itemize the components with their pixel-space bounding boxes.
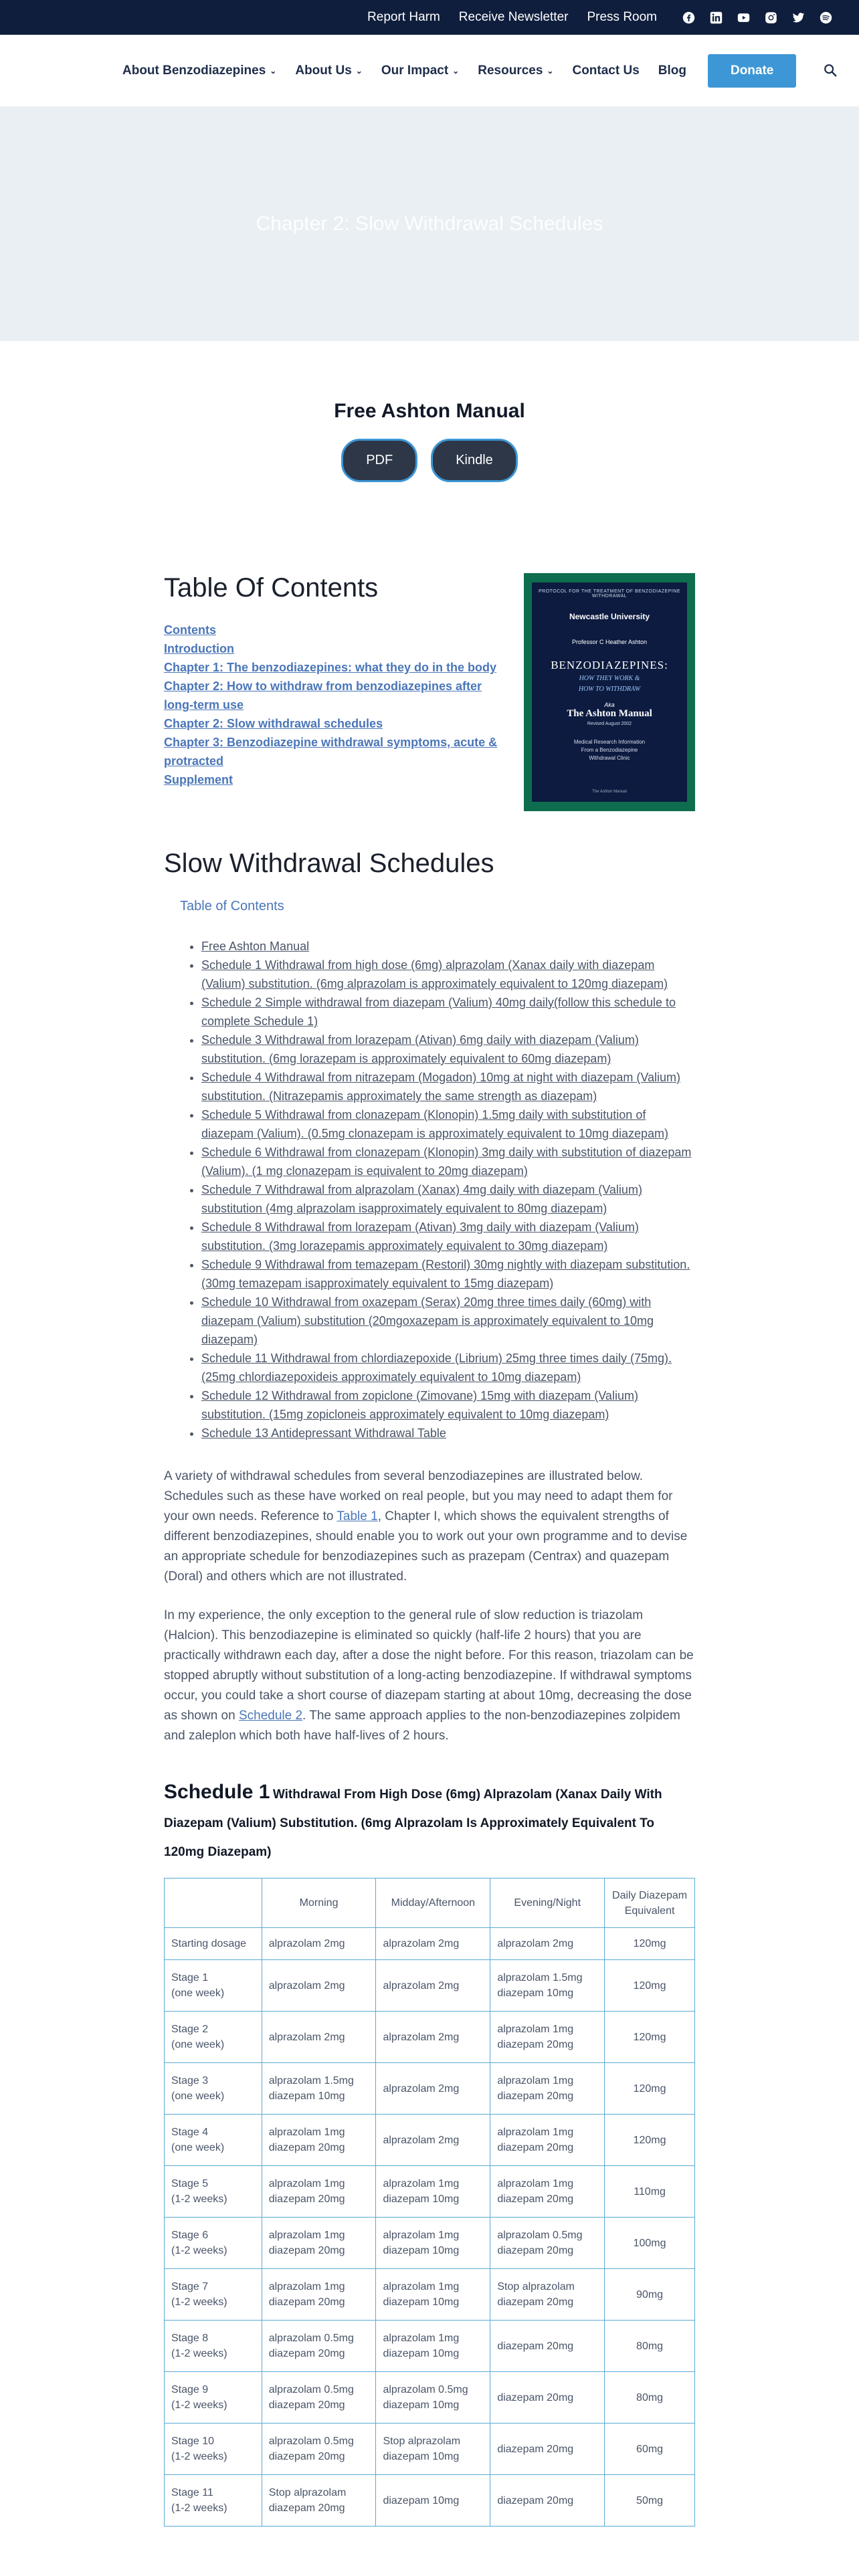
- cell-text: Stage 4: [171, 2127, 209, 2138]
- cell-text: Stage 6: [171, 2230, 209, 2241]
- equivalent-cell: [605, 2166, 695, 2218]
- stage-cell: [165, 1928, 262, 1960]
- top-bar: [0, 0, 859, 35]
- midday-cell: [376, 2063, 490, 2115]
- cell-text: Stop alprazolam diazepam 20mg: [268, 2487, 347, 2514]
- table-row: [165, 2063, 695, 2115]
- cover-top-text: PROTOCOL FOR THE TREATMENT OF BENZODIAZEPINE WITHDRAWAL: [538, 589, 681, 599]
- equivalent-cell: [605, 2424, 695, 2475]
- cell-text: alprazolam 1mg diazepam 20mg: [497, 2024, 574, 2050]
- schedule-description: Withdrawal From High Dose (6mg) Alprazolam (Xanax Daily With Diazepam (Valium) Substitution. (6mg Alprazolam Is Approximately Equivalent To 120mg Diazepam): [164, 1788, 662, 1859]
- cell-text: 120mg: [633, 1979, 666, 1992]
- cell-text: alprazolam 0.5mg diazepam 20mg: [268, 2333, 354, 2359]
- evening-cell: [490, 2218, 605, 2269]
- stage-period: (1-2 weeks): [171, 2451, 227, 2462]
- list-item: [201, 1105, 695, 1143]
- nav-item-label: About Benzodiazepines: [122, 63, 266, 78]
- nav-item-resources[interactable]: [478, 64, 553, 78]
- morning-cell: [262, 2012, 376, 2063]
- cell-text: alprazolam 0.5mg diazepam 20mg: [497, 2230, 583, 2256]
- stage-period: (1-2 weeks): [171, 2399, 227, 2411]
- paragraph-text: , Chapter I, which shows the equivalent strengths of different benzodiazepines, should enable you to work out your own programme and to devise an appropriate schedule for benzodiazepines such as prazepam (Centrax) and quazepam (Doral) and others which are not illustrated.: [164, 1509, 688, 1584]
- nav-item-contact-us[interactable]: [572, 64, 639, 78]
- cell-text: Stage 7: [171, 2281, 209, 2292]
- list-item: [201, 956, 695, 993]
- cell-text: 120mg: [633, 1938, 666, 1949]
- schedule-toc-link[interactable]: Schedule 13 Antidepressant Withdrawal Table: [201, 1426, 446, 1440]
- cell-text: alprazolam 1mg diazepam 10mg: [383, 2230, 460, 2256]
- free-manual-section: [0, 341, 859, 482]
- column-header: [165, 1879, 262, 1928]
- cover-subtitle-1: HOW THEY WORK &: [579, 675, 640, 682]
- paragraph-text: . The same approach applies to the non-benzodiazepines zolpidem and zaleplon which both have half-lives of 2 hours.: [164, 1709, 680, 1743]
- stage-cell: [165, 2424, 262, 2475]
- schedule-toc-link[interactable]: Schedule 12 Withdrawal from zopiclone (Zimovane) 15mg with diazepam (Valium) substitution. (15mg zopicloneis approximately equivalent to 10mg diazepam): [201, 1389, 638, 1421]
- schedule-number: Schedule 1: [164, 1781, 270, 1803]
- schedule-toc-list: [180, 937, 695, 1442]
- chevron-down-icon: ⌄: [270, 66, 277, 76]
- search-icon[interactable]: [823, 63, 838, 78]
- cell-text: Stop alprazolam diazepam 10mg: [383, 2436, 461, 2462]
- toc-link[interactable]: Chapter 2: Slow withdrawal schedules: [164, 717, 383, 730]
- kindle-button[interactable]: Kindle: [431, 439, 518, 482]
- toc-link[interactable]: Supplement: [164, 773, 233, 786]
- stage-period: (1-2 weeks): [171, 2348, 227, 2359]
- evening-cell: [490, 2321, 605, 2372]
- cell-text: alprazolam 2mg: [383, 1979, 460, 1992]
- cover-research-text: [574, 738, 645, 762]
- cover-revised: Revised August 2002: [587, 722, 632, 726]
- cell-text: 120mg: [633, 2082, 666, 2095]
- chevron-down-icon: ⌄: [547, 66, 554, 76]
- nav-item-label: Contact Us: [572, 63, 640, 78]
- list-item: [201, 1255, 695, 1293]
- cell-text: 100mg: [633, 2237, 666, 2249]
- cell-text: alprazolam 1.5mg diazepam 10mg: [268, 2075, 354, 2102]
- cover-manual-name: The Ashton Manual: [567, 708, 652, 719]
- list-item: [201, 1218, 695, 1255]
- schedule-toc-title: Table of Contents: [180, 899, 284, 914]
- nav-links: [122, 54, 796, 88]
- intro-paragraph: [164, 1467, 695, 1587]
- schedule-1-table: [164, 1878, 695, 2527]
- cell-text: 60mg: [636, 2443, 664, 2455]
- column-header: Daily Diazepam Equivalent: [605, 1879, 695, 1928]
- evening-cell: [490, 2372, 605, 2424]
- content-column: [164, 573, 695, 2527]
- equivalent-cell: [605, 2115, 695, 2166]
- stage-period: (1-2 weeks): [171, 2296, 227, 2308]
- cell-text: alprazolam 1mg diazepam 10mg: [383, 2333, 460, 2359]
- table-1-link[interactable]: Table 1: [337, 1509, 378, 1523]
- stage-cell: [165, 2372, 262, 2424]
- cell-text: alprazolam 1mg diazepam 20mg: [497, 2075, 574, 2102]
- cell-text: 120mg: [633, 2031, 666, 2043]
- cell-text: alprazolam 2mg: [383, 2031, 460, 2043]
- column-header: Evening/Night: [490, 1879, 605, 1928]
- evening-cell: [490, 2424, 605, 2475]
- evening-cell: [490, 2115, 605, 2166]
- midday-cell: [376, 2269, 490, 2321]
- schedule-toc-link[interactable]: Schedule 7 Withdrawal from alprazolam (Xanax) 4mg daily with diazepam (Valium) substitution (4mg alprazolam isapproximately equivalent to 80mg diazepam): [201, 1183, 642, 1215]
- download-buttons: [0, 439, 859, 482]
- table-row: [165, 2269, 695, 2321]
- cell-text: Stage 1: [171, 1972, 209, 1983]
- cell-text: diazepam 20mg: [497, 2391, 574, 2403]
- cell-text: alprazolam 1mg diazepam 10mg: [383, 2281, 460, 2308]
- midday-cell: [376, 2115, 490, 2166]
- cell-text: alprazolam 0.5mg diazepam 20mg: [268, 2436, 354, 2462]
- toc-column: [164, 573, 512, 811]
- evening-cell: [490, 1928, 605, 1960]
- facebook-icon[interactable]: [682, 11, 695, 24]
- stage-cell: [165, 2218, 262, 2269]
- main-navigation: [0, 35, 859, 107]
- paragraph-text: A variety of withdrawal schedules from several benzodiazepines are illustrated below. Schedules such as these have worked on real people, but you may need to adapt them for your own needs. Reference to: [164, 1469, 673, 1523]
- twitter-icon[interactable]: [792, 11, 805, 24]
- toc-title: Table Of Contents: [164, 573, 379, 603]
- instagram-icon[interactable]: [765, 11, 777, 24]
- equivalent-cell: [605, 2012, 695, 2063]
- cell-text: alprazolam 2mg: [383, 2082, 460, 2095]
- cover-panel: [532, 582, 687, 802]
- list-item: [201, 1349, 695, 1386]
- table-header-row: [165, 1879, 695, 1928]
- midday-cell: [376, 2012, 490, 2063]
- list-item: [201, 1031, 695, 1068]
- list-item: [201, 1424, 695, 1442]
- list-item: [201, 1386, 695, 1424]
- schedule-table-body: [165, 1928, 695, 2527]
- section-heading: Slow Withdrawal Schedules: [164, 849, 494, 878]
- cell-text: alprazolam 1mg diazepam 20mg: [497, 2127, 574, 2153]
- cell-text: alprazolam 2mg: [383, 1938, 460, 1949]
- table-row: [165, 2424, 695, 2475]
- nav-item-about-us[interactable]: [295, 64, 363, 78]
- morning-cell: [262, 2269, 376, 2321]
- stage-cell: [165, 2321, 262, 2372]
- cell-text: diazepam 20mg: [497, 2494, 574, 2506]
- morning-cell: [262, 1928, 376, 1960]
- stage-period: (one week): [171, 2039, 225, 2050]
- schedule-toc-link[interactable]: Schedule 4 Withdrawal from nitrazepam (Mogadon) 10mg at night with diazepam (Valium) substitution. (Nitrazepamis approximately the same strength as diazepam): [201, 1071, 680, 1103]
- cover-author: Professor C Heather Ashton: [571, 639, 648, 645]
- linkedin-icon[interactable]: [710, 11, 723, 24]
- cell-text: Stage 8: [171, 2333, 209, 2344]
- cell-text: alprazolam 1mg diazepam 20mg: [268, 2281, 345, 2308]
- cover-title: BENZODIAZEPINES:: [551, 659, 668, 671]
- toc-link[interactable]: Chapter 3: Benzodiazepine withdrawal symptoms, acute & protracted: [164, 736, 498, 768]
- stage-period: (1-2 weeks): [171, 2502, 227, 2514]
- toc-link[interactable]: Chapter 2: How to withdraw from benzodiazepines after long-term use: [164, 679, 482, 712]
- cell-text: alprazolam 2mg: [268, 1938, 345, 1949]
- cell-text: Stage 11: [171, 2487, 213, 2498]
- cell-text: alprazolam 2mg: [268, 1979, 345, 1992]
- table-row: [165, 1960, 695, 2012]
- schedule-toc-link[interactable]: Schedule 2 Simple withdrawal from diazepam (Valium) 40mg daily(follow this schedule to complete Schedule 1): [201, 996, 676, 1028]
- nav-item-about-benzodiazepines[interactable]: [122, 64, 276, 78]
- cell-text: 50mg: [636, 2494, 664, 2506]
- cell-text: diazepam 20mg: [497, 2340, 574, 2352]
- table-row: [165, 2475, 695, 2527]
- cell-text: alprazolam 2mg: [383, 2134, 460, 2146]
- schedule-toc-link[interactable]: Schedule 8 Withdrawal from lorazepam (Ativan) 3mg daily with diazepam (Valium) substitution. (3mg lorazepamis approximately equivalent to 30mg diazepam): [201, 1220, 639, 1253]
- donate-button[interactable]: Donate: [708, 54, 796, 88]
- evening-cell: [490, 1960, 605, 2012]
- cell-text: diazepam 10mg: [383, 2494, 460, 2506]
- cell-text: alprazolam 2mg: [268, 2031, 345, 2043]
- morning-cell: [262, 2321, 376, 2372]
- paragraph-text: In my experience, the only exception to the general rule of slow reduction is triazolam (Halcion). This benzodiazepine is eliminated so quickly (half-life 2 hours) that you are practically withdrawn each day, after a dose the night before. For this reason, triazolam can be stopped abruptly without substitution of a long-acting benzodiazepine. If withdrawal symptoms occur, you could take a short course of diazepam starting at about 10mg, decreasing the dose as shown on: [164, 1608, 694, 1723]
- equivalent-cell: [605, 2321, 695, 2372]
- list-item: [201, 1143, 695, 1180]
- spotify-icon[interactable]: [820, 11, 832, 24]
- cell-text: Stage 3: [171, 2075, 209, 2086]
- equivalent-cell: [605, 1960, 695, 2012]
- stage-period: (one week): [171, 2142, 225, 2153]
- cell-text: alprazolam 2mg: [497, 1938, 574, 1949]
- schedule-toc-link[interactable]: Schedule 6 Withdrawal from clonazepam (Klonopin) 3mg daily with substitution of diazepam (Valium). (1 mg clonazepam is equivalent to 20mg diazepam): [201, 1146, 692, 1178]
- equivalent-cell: [605, 2218, 695, 2269]
- evening-cell: [490, 2012, 605, 2063]
- schedule-toc-link[interactable]: Free Ashton Manual: [201, 940, 310, 953]
- cell-text: alprazolam 1mg diazepam 20mg: [497, 2178, 574, 2205]
- nav-item-label: Resources: [478, 63, 543, 78]
- youtube-icon[interactable]: [737, 11, 750, 24]
- equivalent-cell: [605, 2063, 695, 2115]
- midday-cell: [376, 1960, 490, 2012]
- nav-item-our-impact[interactable]: [381, 64, 459, 78]
- list-item: [201, 1068, 695, 1105]
- equivalent-cell: [605, 2269, 695, 2321]
- list-item: [201, 1180, 695, 1218]
- social-links: [682, 11, 832, 24]
- cell-text: alprazolam 1mg diazepam 20mg: [268, 2230, 345, 2256]
- cell-text: alprazolam 1mg diazepam 20mg: [268, 2127, 345, 2153]
- cell-text: Stage 2: [171, 2024, 209, 2035]
- cell-text: Stage 9: [171, 2384, 209, 2395]
- nav-item-label: Our Impact: [381, 63, 449, 78]
- stage-period: (one week): [171, 2090, 225, 2102]
- receive-newsletter-link[interactable]: Receive Newsletter: [458, 10, 569, 24]
- cover-bottom-text: The Ashton Manual: [592, 790, 627, 794]
- schedule-toc-link[interactable]: Schedule 5 Withdrawal from clonazepam (Klonopin) 1.5mg daily with substitution of diazepam (Valium). (0.5mg clonazepam is approximately equivalent to 10mg diazepam): [201, 1108, 669, 1140]
- morning-cell: [262, 2372, 376, 2424]
- schedule-1-heading: [164, 1778, 695, 1867]
- table-row: [165, 1928, 695, 1960]
- morning-cell: [262, 2218, 376, 2269]
- list-item: [201, 993, 695, 1031]
- stage-cell: [165, 2269, 262, 2321]
- table-row: [165, 2166, 695, 2218]
- toc-links: [164, 621, 512, 789]
- cell-text: alprazolam 1mg diazepam 10mg: [383, 2178, 460, 2205]
- cell-text: diazepam 20mg: [497, 2443, 574, 2455]
- cell-text: 110mg: [634, 2185, 666, 2197]
- cell-text: alprazolam 0.5mg diazepam 20mg: [268, 2384, 354, 2411]
- midday-cell: [376, 1928, 490, 1960]
- toc-link[interactable]: Contents: [164, 623, 216, 637]
- pdf-button[interactable]: PDF: [341, 439, 417, 482]
- stage-cell: [165, 2012, 262, 2063]
- nav-item-label: About Us: [295, 63, 352, 78]
- schedule-toc-link[interactable]: Schedule 10 Withdrawal from oxazepam (Serax) 20mg three times daily (60mg) with diazepam (Valium) substitution (20mgoxazepam is approximately equivalent to 10mg diazepam): [201, 1295, 654, 1346]
- cell-text: Starting dosage: [171, 1938, 247, 1949]
- morning-cell: [262, 1960, 376, 2012]
- morning-cell: [262, 2166, 376, 2218]
- cover-research-line: Medical Research Information: [573, 739, 646, 745]
- schedule-toc-link[interactable]: Schedule 11 Withdrawal from chlordiazepoxide (Librium) 25mg three times daily (75mg). (25mg chlordiazepoxideis approximately equivalent to 10mg diazepam): [201, 1352, 672, 1384]
- table-row: [165, 2321, 695, 2372]
- cell-text: 80mg: [636, 2391, 664, 2403]
- list-item: [201, 937, 695, 956]
- table-of-contents-section: [164, 573, 695, 811]
- column-header: Midday/Afternoon: [376, 1879, 490, 1928]
- cell-text: Stage 10: [171, 2436, 215, 2447]
- morning-cell: [262, 2115, 376, 2166]
- table-row: [165, 2115, 695, 2166]
- report-harm-link[interactable]: Report Harm: [367, 10, 440, 24]
- nav-item-blog[interactable]: [658, 64, 686, 78]
- midday-cell: [376, 2166, 490, 2218]
- cell-text: alprazolam 1mg diazepam 20mg: [268, 2178, 345, 2205]
- schedule-toc-link[interactable]: Schedule 1 Withdrawal from high dose (6mg) alprazolam (Xanax daily with diazepam (Valium) substitution. (6mg alprazolam is approximately equivalent to 120mg diazepam): [201, 958, 668, 990]
- press-room-link[interactable]: Press Room: [587, 10, 657, 24]
- schedule-toc-link[interactable]: Schedule 3 Withdrawal from lorazepam (Ativan) 6mg daily with diazepam (Valium) substitution. (6mg lorazepam is approximately equivalent to 60mg diazepam): [201, 1033, 639, 1065]
- evening-cell: [490, 2269, 605, 2321]
- free-manual-title: Free Ashton Manual: [334, 400, 525, 422]
- chevron-down-icon: ⌄: [355, 66, 363, 76]
- list-item: [201, 1293, 695, 1349]
- cell-text: 80mg: [636, 2340, 664, 2352]
- equivalent-cell: [605, 2372, 695, 2424]
- equivalent-cell: [605, 2475, 695, 2527]
- schedule-toc: [180, 899, 695, 1442]
- toc-link[interactable]: Introduction: [164, 642, 234, 655]
- stage-cell: [165, 2115, 262, 2166]
- cell-text: Stop alprazolam diazepam 20mg: [497, 2281, 575, 2308]
- cell-text: alprazolam 0.5mg diazepam 10mg: [383, 2384, 468, 2411]
- evening-cell: [490, 2166, 605, 2218]
- midday-cell: [376, 2424, 490, 2475]
- stage-cell: [165, 2166, 262, 2218]
- equivalent-cell: [605, 1928, 695, 1960]
- page-title: Chapter 2: Slow Withdrawal Schedules: [256, 213, 603, 235]
- morning-cell: [262, 2063, 376, 2115]
- evening-cell: [490, 2475, 605, 2527]
- stage-cell: [165, 2063, 262, 2115]
- table-row: [165, 2012, 695, 2063]
- table-row: [165, 2218, 695, 2269]
- cover-aka: Aka: [604, 702, 615, 708]
- cover-research-line: From a Benzodiazepine: [581, 747, 638, 753]
- column-header: Morning: [262, 1879, 376, 1928]
- cell-text: 90mg: [636, 2288, 664, 2300]
- evening-cell: [490, 2063, 605, 2115]
- midday-cell: [376, 2321, 490, 2372]
- hero-banner: [0, 107, 859, 341]
- toc-link[interactable]: Chapter 1: The benzodiazepines: what they do in the body: [164, 661, 497, 674]
- cell-text: Stage 5: [171, 2178, 209, 2189]
- cell-text: alprazolam 1.5mg diazepam 10mg: [497, 1972, 583, 1999]
- midday-cell: [376, 2218, 490, 2269]
- stage-period: (one week): [171, 1988, 225, 1999]
- stage-period: (1-2 weeks): [171, 2245, 227, 2256]
- triazolam-paragraph: [164, 1606, 695, 1746]
- stage-cell: [165, 2475, 262, 2527]
- stage-cell: [165, 1960, 262, 2012]
- nav-item-label: Blog: [658, 63, 686, 78]
- university-logo: Newcastle University: [569, 612, 650, 621]
- cover-research-line: Withdrawal Clinic: [589, 755, 630, 761]
- chevron-down-icon: ⌄: [452, 66, 460, 76]
- stage-period: (1-2 weeks): [171, 2193, 227, 2205]
- schedule-toc-link[interactable]: Schedule 9 Withdrawal from temazepam (Restoril) 30mg nightly with diazepam substitution. (30mg temazepam isapproximately equivalent to 15mg diazepam): [201, 1258, 690, 1290]
- morning-cell: [262, 2424, 376, 2475]
- cover-subtitle-2: HOW TO WITHDRAW: [578, 685, 641, 693]
- morning-cell: [262, 2475, 376, 2527]
- cell-text: 120mg: [633, 2134, 666, 2146]
- ashton-manual-cover[interactable]: [524, 573, 695, 811]
- midday-cell: [376, 2372, 490, 2424]
- midday-cell: [376, 2475, 490, 2527]
- table-row: [165, 2372, 695, 2424]
- schedule-2-link[interactable]: Schedule 2: [238, 1709, 303, 1723]
